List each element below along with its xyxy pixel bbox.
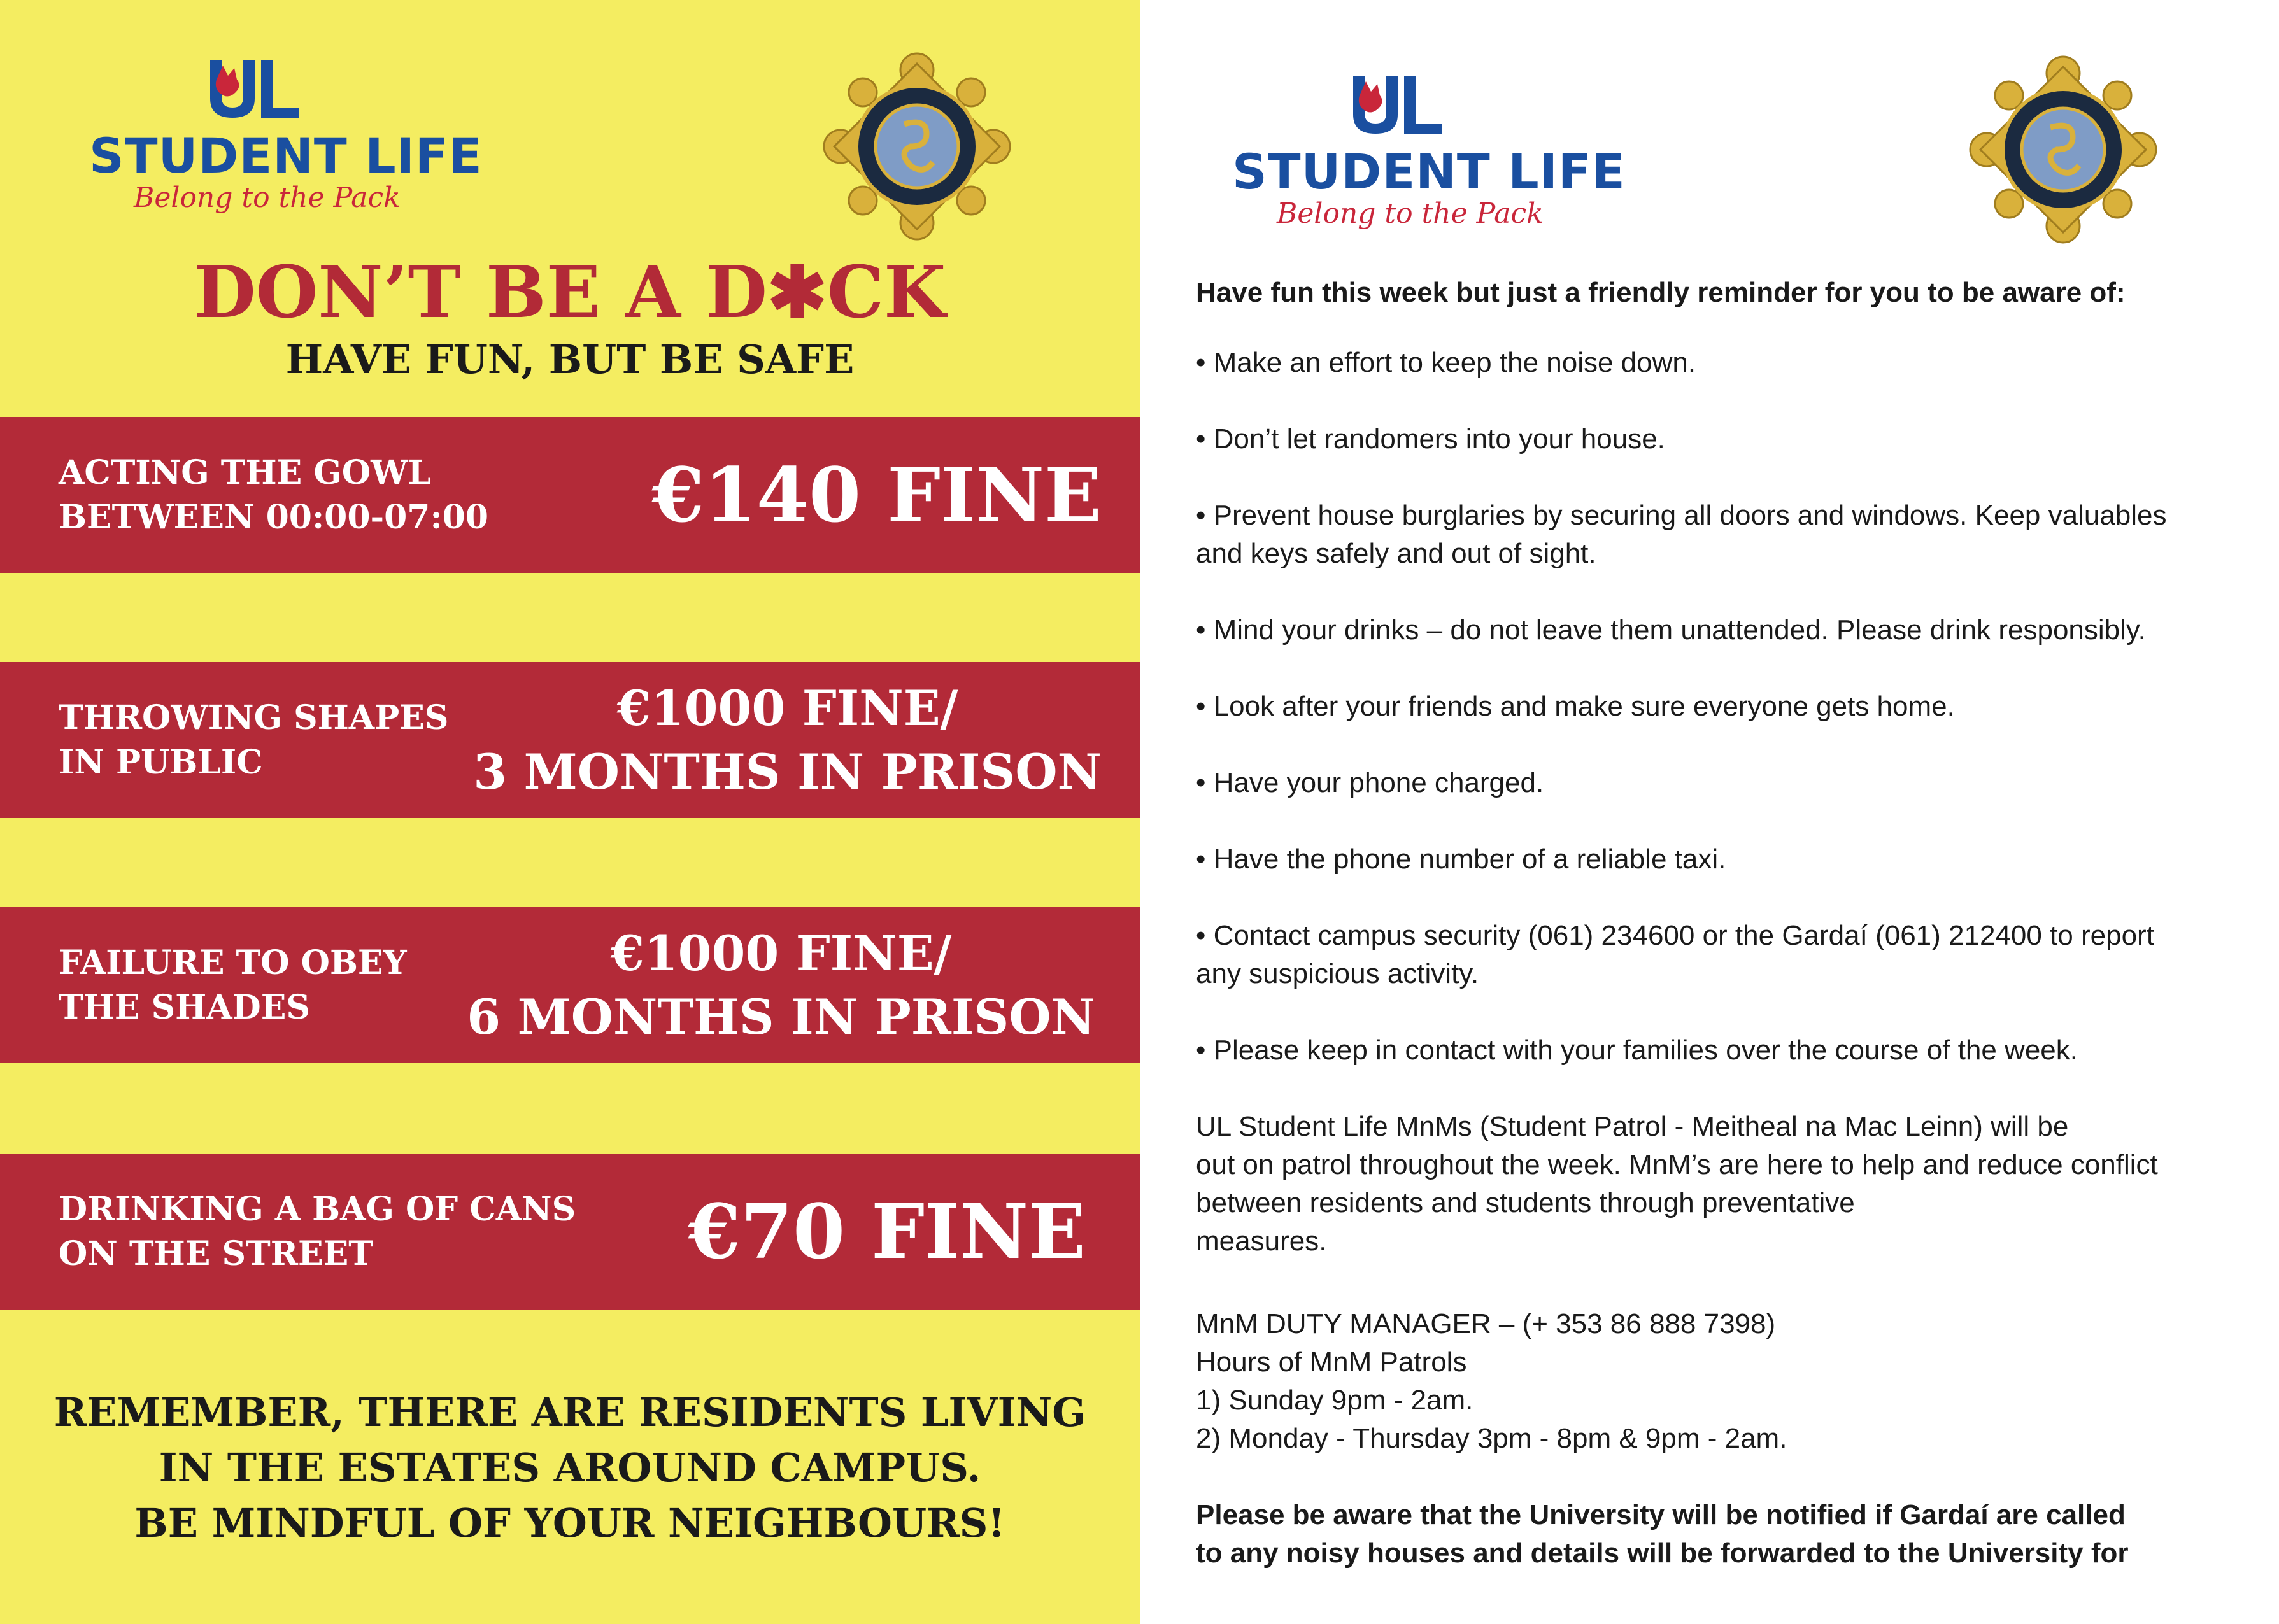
patrol-paragraph: UL Student Life MnMs (Student Patrol - Meitheal na Mac Leinn) will be out on patrol throughout the week. MnM’s are here to help and reduce conflict between residents and students through preventative measures. bbox=[1196, 1111, 2158, 1257]
subheadline: HAVE FUN, BUT BE SAFE bbox=[285, 336, 855, 383]
offence-label: DRINKING A BAG OF CANS ON THE STREET bbox=[59, 1189, 576, 1273]
bullet-phone: • Have your phone charged. bbox=[1196, 767, 1544, 798]
intro-text: Have fun this week but just a friendly reminder for you to be aware of: bbox=[1196, 277, 2126, 308]
penalty-label: €1000 FINE/ 6 MONTHS IN PRISON bbox=[467, 924, 1095, 1045]
university-notice: Please be aware that the University will be notified if Gardaí are called to any noisy houses and details will be forwarded to the University for bbox=[1196, 1499, 2129, 1569]
logo-tagline: Belong to the Pack bbox=[134, 181, 401, 214]
student-life-wordmark: STUDENT LIFE bbox=[89, 127, 483, 184]
offence-label: ACTING THE GOWL BETWEEN 00:00-07:00 bbox=[59, 453, 489, 537]
penalty-label: €1000 FINE/ 3 MONTHS IN PRISON bbox=[473, 679, 1102, 800]
bullet-noise: • Make an effort to keep the noise down. bbox=[1196, 347, 1696, 378]
bullet-security: • Contact campus security (061) 234600 or the Gardaí (061) 212400 to report any suspicious activity. bbox=[1196, 920, 2154, 989]
garda-badge-icon bbox=[821, 51, 1012, 242]
ul-wolf-logo-icon bbox=[1340, 70, 1487, 140]
student-life-wordmark: STUDENT LIFE bbox=[1232, 143, 1626, 200]
fine-band-2 bbox=[0, 662, 1140, 818]
garda-badge-icon-right bbox=[1968, 54, 2159, 245]
bullet-friends: • Look after your friends and make sure everyone gets home. bbox=[1196, 691, 1955, 722]
bullet-families: • Please keep in contact with your families over the course of the week. bbox=[1196, 1034, 2078, 1066]
offence-label: FAILURE TO OBEY THE SHADES bbox=[59, 943, 407, 1027]
headline: DON’T BE A D✱CK bbox=[194, 251, 946, 334]
bullet-drinks: • Mind your drinks – do not leave them unattended. Please drink responsibly. bbox=[1196, 614, 2146, 646]
offence-label: THROWING SHAPES IN PUBLIC bbox=[59, 698, 449, 782]
fine-band-4 bbox=[0, 1154, 1140, 1310]
reminder-message: REMEMBER, THERE ARE RESIDENTS LIVING IN THE ESTATES AROUND CAMPUS. BE MINDFUL OF YOUR NEIGHBOURS! bbox=[53, 1389, 1086, 1546]
bullet-randomers: • Don’t let randomers into your house. bbox=[1196, 423, 1665, 455]
duty-manager-info: MnM DUTY MANAGER – (+ 353 86 888 7398) Hours of MnM Patrols 1) Sunday 9pm - 2am. 2) Monday - Thursday 3pm - 8pm & 9pm - 2am. bbox=[1196, 1308, 1787, 1454]
ul-student-life-logo bbox=[89, 54, 483, 220]
penalty-label: €140 FINE bbox=[651, 450, 1102, 539]
ul-student-life-logo-right bbox=[1232, 70, 1626, 236]
penalty-label: €70 FINE bbox=[688, 1187, 1086, 1276]
fine-band-3 bbox=[0, 907, 1140, 1063]
bullet-burglaries: • Prevent house burglaries by securing all doors and windows. Keep valuables and keys safely and out of sight. bbox=[1196, 500, 2167, 569]
logo-tagline: Belong to the Pack bbox=[1277, 197, 1544, 230]
fine-band-1 bbox=[0, 417, 1140, 573]
bullet-taxi: • Have the phone number of a reliable taxi. bbox=[1196, 844, 1726, 875]
ul-wolf-logo-icon bbox=[197, 54, 344, 124]
